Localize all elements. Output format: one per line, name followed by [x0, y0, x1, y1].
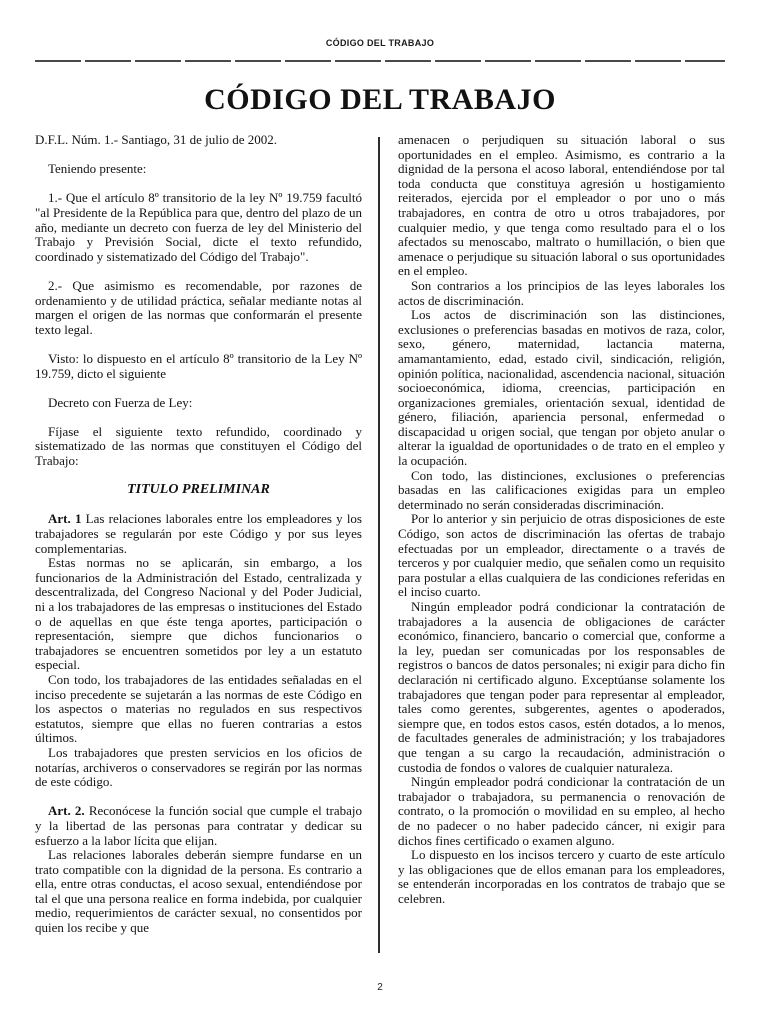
paragraph: Art. 1 Las relaciones laborales entre los empleadores y los trabajadores se regularán por este Código y por sus leyes complementarias. [35, 511, 362, 556]
paragraph: Teniendo presente: [48, 161, 147, 177]
right-column [398, 133, 725, 906]
paragraph: 1.- Que el artículo 8º transitorio de la ley Nº 19.759 facultó "al Presidente de la República para que, dentro del plazo de un año, mediante un decreto con fuerza de ley del Ministerio del Trabajo y Previsión Social, dicte el texto refundido, coordinado y sistematizado del Código del Trabajo". [35, 190, 362, 264]
paragraph: Ningún empleador podrá condicionar la contratación de trabajadores a la ausencia de obligaciones de carácter económico, financiero, bancario o comercial que, conforme a la ley, puedan ser comunicadas por los responsables de registros o bancos de datos personales; ni exigir para dicho fin declaración ni certificado alguno. Exceptúanse solamente los trabajadores que tengan poder para representar al empleador, tales como gerentes, subgerentes, agentes o apoderados, siempre que, en todos estos casos, estén dotados, a lo menos, de facultades generales de administración; y los trabajadores que tengan a su cargo la recaudación, administración o custodia de fondos o valores de cualquier naturaleza. [398, 599, 725, 775]
paragraph: Los trabajadores que presten servicios en los oficios de notarías, archiveros o conservadores se regirán por las normas de este código. [35, 744, 362, 790]
paragraph: Son contrarios a los principios de las leyes laborales los actos de discriminación. [398, 277, 725, 308]
paragraph: Por lo anterior y sin perjuicio de otras disposiciones de este Código, son actos de discriminación las ofertas de trabajo efectuadas por un empleador, directamente o a través de terceros y por cualquier medio, que señalen como un requisito para postular a ellas cualquiera de las condiciones referidas en el inciso cuarto. [398, 511, 725, 600]
paragraph: Decreto con Fuerza de Ley: [48, 394, 193, 410]
left-column [35, 133, 362, 936]
header-rule [35, 60, 725, 62]
article-label: Art. 2. [48, 803, 85, 819]
paragraph: Ningún empleador podrá condicionar la contratación de un trabajador o trabajadora, su permanencia o renovación de contrato, o la promoción o movilidad en su empleo, al hecho de no padecer o no haber padecido cáncer, ni exigir para dichos fines certificado o examen alguno. [398, 774, 725, 848]
paragraph: Con todo, las distinciones, exclusiones o preferencias basadas en las calificaciones exigidas para un empleo determinado no serán consideradas discriminación. [398, 467, 725, 512]
article-label: Art. 1 [48, 511, 82, 527]
paragraph: Visto: lo dispuesto en el artículo 8º transitorio de la Ley Nº 19.759, dicto el siguiente [35, 350, 362, 381]
column-divider [378, 137, 380, 953]
paragraph: Estas normas no se aplicarán, sin embargo, a los funcionarios de la Administración del Estado, centralizada y descentralizada, del Congreso Nacional y del Poder Judicial, ni a los trabajadores de las empresas o instituciones del Estado o de aquellas en que éste tenga aportes, participación o representación, siempre que dichos funcionarios o trabajadores se encuentren sometidos por ley a un estatuto especial. [35, 555, 362, 673]
paragraph: Fíjase el siguiente texto refundido, coordinado y sistematizado de las normas que constituyen el Código del Trabajo: [35, 423, 362, 469]
page-number: 2 [377, 982, 383, 993]
paragraph: Los actos de discriminación son las distinciones, exclusiones o preferencias basadas en motivos de raza, color, sexo, género, maternidad, lactancia materna, amamantamiento, edad, estado civil, sindicación, religión, opinión política, nacionalidad, ascendencia nacional, situación socioeconómica, idioma, creencias, participación en organizaciones gremiales, orientación sexual, identidad de género, filiación, apariencia personal, enfermedad o discapacidad u origen social, que tengan por objeto anular o alterar la igualdad de oportunidades o de trato en el empleo y la ocupación. [398, 307, 725, 469]
page-title: CÓDIGO DEL TRABAJO [204, 83, 556, 116]
paragraph: D.F.L. Núm. 1.- Santiago, 31 de julio de 2002. [35, 132, 277, 147]
paragraph: Lo dispuesto en los incisos tercero y cuarto de este artículo y las obligaciones que de ellos emanan para los empleadores, se entenderán incorporadas en los contratos de trabajo que se celebren. [398, 847, 725, 906]
paragraph: Las relaciones laborales deberán siempre fundarse en un trato compatible con la dignidad de la persona. Es contrario a ella, entre otras conductas, el acoso sexual, entendiéndose por tal el que una persona realice en forma indebida, por cualquier medio, requerimientos de carácter sexual, no consentidos por quien los recibe y que [35, 847, 362, 936]
section-heading: TITULO PRELIMINAR [127, 482, 270, 498]
paragraph: 2.- Que asimismo es recomendable, por razones de ordenamiento y de utilidad práctica, señalar mediante notas al margen el origen de las normas que conformarán el presente texto legal. [35, 277, 362, 337]
paragraph: amenacen o perjudiquen su situación laboral o sus oportunidades en el empleo. Asimismo, es contrario a la dignidad de la persona el acoso laboral, entendiéndose por tal toda conducta que constituya agresión u hostigamiento reiterados, ejercida por el empleador o por uno o más trabajadores, en contra de otro u otros trabajadores, por cualquier medio, y que tenga como resultado para el o los afectados su menoscabo, maltrato o humillación, o bien que amenace o perjudique su situación laboral o sus oportunidades en el empleo. [398, 132, 725, 279]
paragraph: Con todo, los trabajadores de las entidades señaladas en el inciso precedente se sujetarán a las normas de este Código en los aspectos o materias no regulados en sus respectivos estatutos, siempre que ellas no fueren contrarias a estos últimos. [35, 671, 362, 746]
paragraph: Art. 2. Reconócese la función social que cumple el trabajo y la libertad de las personas para contratar y dedicar su esfuerzo a la labor lícita que elijan. [35, 803, 362, 848]
running-header: CÓDIGO DEL TRABAJO [325, 38, 435, 48]
